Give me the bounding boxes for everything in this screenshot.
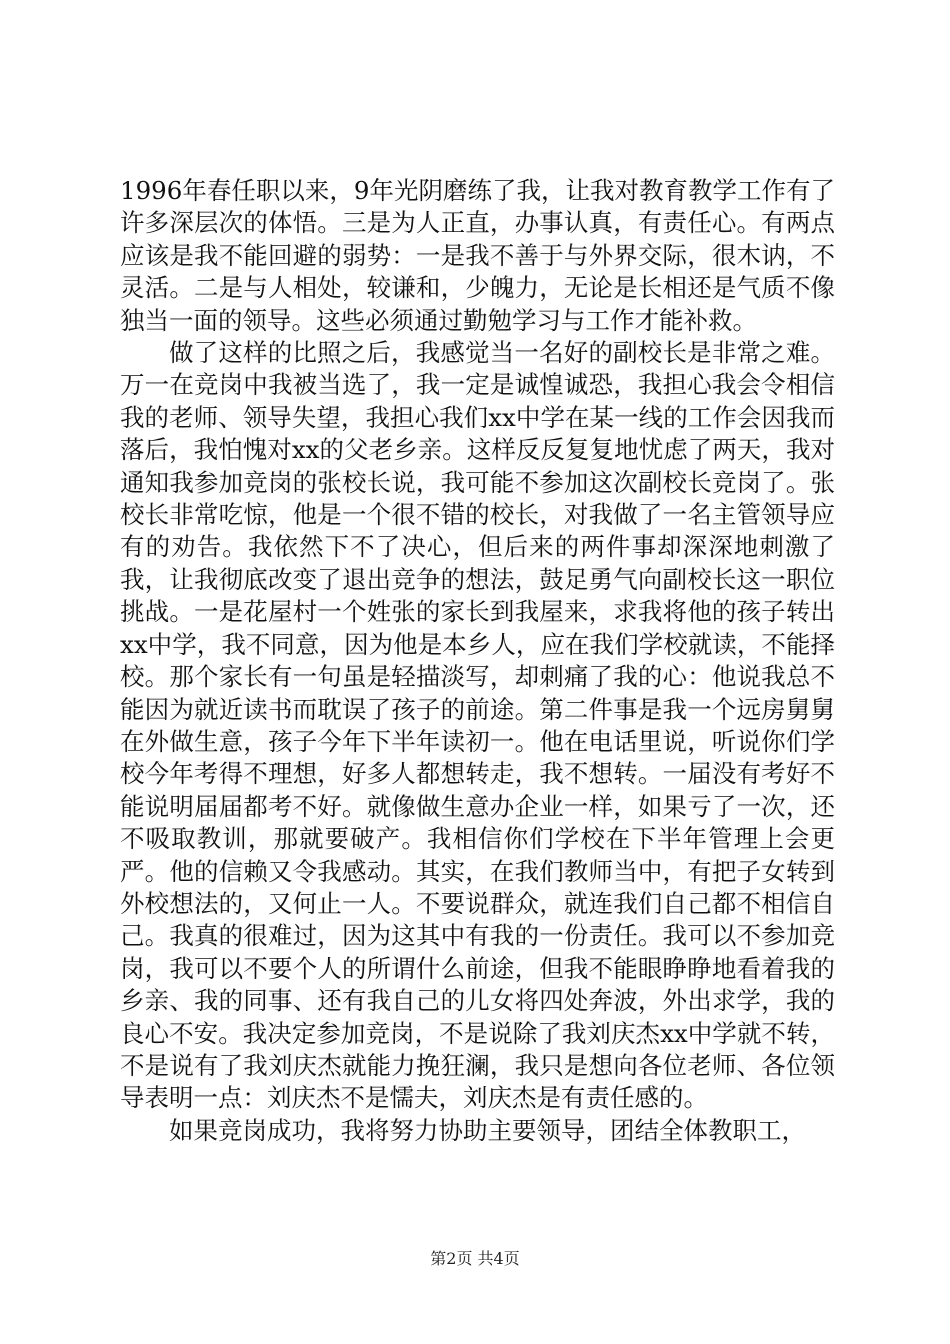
page-number-label: 第2页 共4页 [430,1249,520,1268]
page-footer [0,1246,950,1269]
paragraph-2: 做了这样的比照之后，我感觉当一名好的副校长是非常之难。万一在竞岗中我被当选了，我一定是诚惶诚恐，我担心我会令相信我的老师、领导失望，我担心我们xx中学在某一线的工作会因我而落后，我怕愧对xx的父老乡亲。这样反反复复地忧虑了两天，我对通知我参加竞岗的张校长说，我可能不参加这次副校长竞岗了。张校长非常吃惊，他是一个很不错的校长，对我做了一名主管领导应有的劝告。我依然下不了决心，但后来的两件事却深深地刺激了我，让我彻底改变了退出竞争的想法，鼓足勇气向副校长这一职位挑战。一是花屋村一个姓张的家长到我屋来，求我将他的孩子转出xx中学，我不同意，因为他是本乡人，应在我们学校就读，不能择校。那个家长有一句虽是轻描淡写，却刺痛了我的心：他说我总不能因为就近读书而耽误了孩子的前途。第二件事是我一个远房舅舅在外做生意，孩子今年下半年读初一。他在电话里说，听说你们学校今年考得不理想，好多人都想转走，我不想转。一届没有考好不能说明届届都考不好。就像做生意办企业一样，如果亏了一次，还不吸取教训，那就要破产。我相信你们学校在下半年管理上会更严。他的信赖又令我感动。其实，在我们教师当中，有把子女转到外校想法的，又何止一人。不要说群众，就连我们自己都不相信自己。我真的很难过，因为这其中有我的一份责任。我可以不参加竞岗，我可以不要个人的所谓什么前途，但我不能眼睁睁地看着我的乡亲、我的同事、还有我自己的儿女将四处奔波，外出求学，我的良心不安。我决定参加竞岗，不是说除了我刘庆杰xx中学就不转，不是说有了我刘庆杰就能力挽狂澜，我只是想向各位老师、各位领导表明一点：刘庆杰不是懦夫，刘庆杰是有责任感的。 [120,338,835,1113]
paragraph-3: 如果竞岗成功，我将努力协助主要领导，团结全体教职工， [169,1115,806,1145]
paragraph-1: 1996年春任职以来，9年光阴磨练了我，让我对教育教学工作有了许多深层次的体悟。三是为人正直，办事认真，有责任心。有两点应该是我不能回避的弱势：一是我不善于与外界交际，很木讷，不灵活。二是与人相处，较谦和，少魄力，无论是长相还是气质不像独当一面的领导。这些必须通过勤勉学习与工作才能补救。 [120,176,835,335]
document-body [120,175,835,1147]
